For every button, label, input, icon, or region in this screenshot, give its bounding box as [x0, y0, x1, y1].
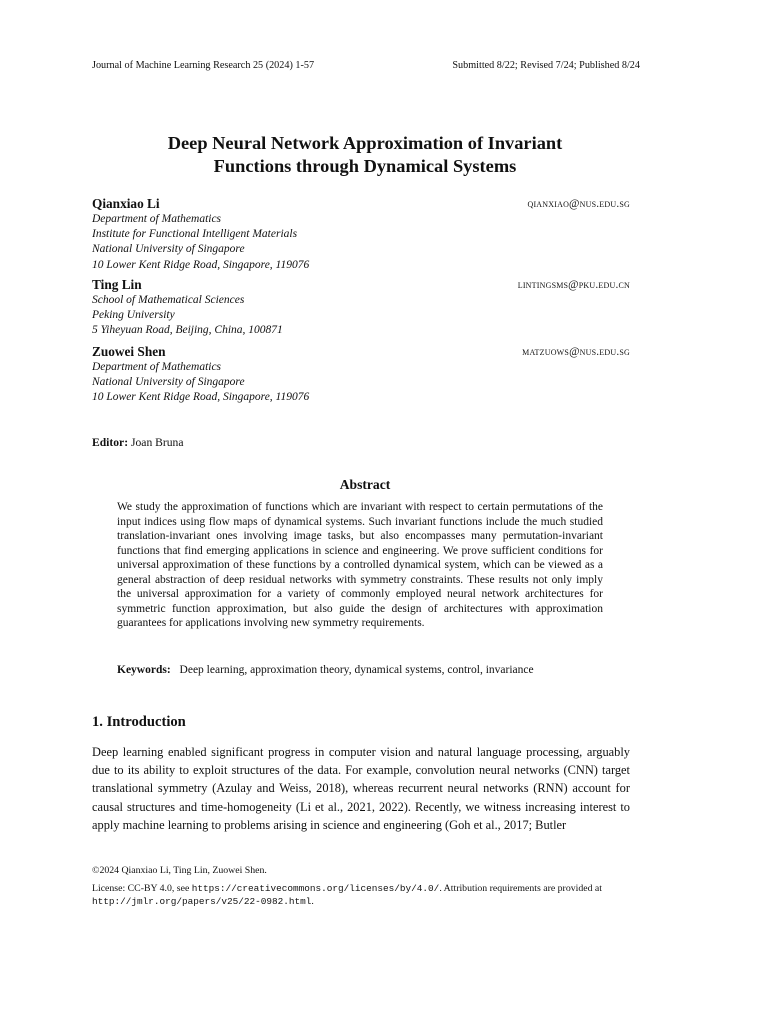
- license-link[interactable]: https://creativecommons.org/licenses/by/4.0/: [191, 883, 440, 894]
- abstract-heading: Abstract: [339, 477, 391, 492]
- license-prefix: License: CC-BY 4.0, see: [92, 883, 192, 894]
- affiliation-line: National University of Singapore: [92, 376, 245, 389]
- license-mid: . Attribution requirements are provided at: [439, 883, 603, 894]
- author-affiliation: [92, 212, 630, 273]
- author-affiliation: [92, 360, 630, 406]
- author-name: Zuowei Shen: [92, 344, 166, 359]
- editor-label: Editor:: [92, 436, 129, 449]
- license-notice: [92, 883, 630, 908]
- affiliation-line: Department of Mathematics: [92, 361, 222, 373]
- attribution-link[interactable]: http://jmlr.org/papers/v25/22-0982.html: [92, 895, 312, 907]
- copyright-notice: ©2024 Qianxiao Li, Ting Lin, Zuowei Shen.: [92, 865, 267, 876]
- section-heading-introduction: 1. Introduction: [92, 714, 186, 730]
- paper-title: [92, 132, 638, 178]
- title-line-1: Deep Neural Network Approximation of Invariant: [167, 133, 563, 153]
- author-block-3: [92, 344, 630, 406]
- author-affiliation: [92, 293, 630, 339]
- affiliation-line: National University of Singapore: [92, 243, 245, 256]
- affiliation-line: 10 Lower Kent Ridge Road, Singapore, 119076: [92, 258, 310, 271]
- author-block-1: [92, 196, 630, 273]
- title-line-2: Functions through Dynamical Systems: [213, 156, 517, 176]
- license-end: .: [311, 895, 314, 907]
- submission-dates: Submitted 8/22; Revised 7/24; Published 8/24: [452, 60, 640, 71]
- editor-line: [92, 436, 183, 449]
- keywords-label: Keywords:: [117, 664, 171, 676]
- editor-name: Joan Bruna: [130, 436, 184, 449]
- author-name: Qianxiao Li: [92, 196, 160, 211]
- keywords-line: [117, 663, 603, 678]
- affiliation-line: Department of Mathematics: [92, 213, 222, 225]
- author-block-2: [92, 277, 630, 339]
- affiliation-line: School of Mathematical Sciences: [92, 294, 245, 306]
- author-name: Ting Lin: [92, 277, 142, 292]
- affiliation-line: 5 Yiheyuan Road, Beijing, China, 100871: [92, 324, 283, 337]
- affiliation-line: Peking University: [92, 309, 175, 322]
- abstract-text: We study the approximation of functions which are invariant with respect to certain permutations of the input indices using flow maps of dynamical systems. Such invariant functions include the much studied translation-invariant ones involving image tasks, but also encompasses many permutation-invariant functions that find emerging applications in science and engineering. We prove sufficient conditions for universal approximation of these functions by a controlled dynamical system, which can be viewed as a general abstraction of deep residual networks with symmetry constraints. These results not only imply the universal approximation for a variety of commonly employed neural network architectures for symmetric function approximation, but also guide the design of architectures with approximation guarantees for applications involving new symmetry requirements.: [117, 501, 603, 629]
- affiliation-line: 10 Lower Kent Ridge Road, Singapore, 119076: [92, 391, 310, 404]
- author-email: lintingsms@pku.edu.cn: [517, 279, 630, 291]
- author-email: qianxiao@nus.edu.sg: [527, 198, 630, 210]
- author-email: matzuows@nus.edu.sg: [522, 346, 630, 358]
- affiliation-line: Institute for Functional Intelligent Materials: [92, 228, 298, 241]
- keywords-text: Deep learning, approximation theory, dynamical systems, control, invariance: [179, 664, 534, 676]
- journal-header: Journal of Machine Learning Research 25 (2024) 1-57: [92, 60, 315, 71]
- introduction-text: Deep learning enabled significant progress in computer vision and natural language processing, arguably due to its ability to exploit structures of the data. For example, convolution neural networks (CNN) target translational symmetry (Azulay and Weiss, 2018), whereas recurrent neural networks (RNN) account for causal structures and time-homogeneity (Li et al., 2021, 2022). Recently, we witness increasing interest to apply machine learning to problems arising in science and engineering (Goh et al., 2017; Butler: [92, 745, 630, 832]
